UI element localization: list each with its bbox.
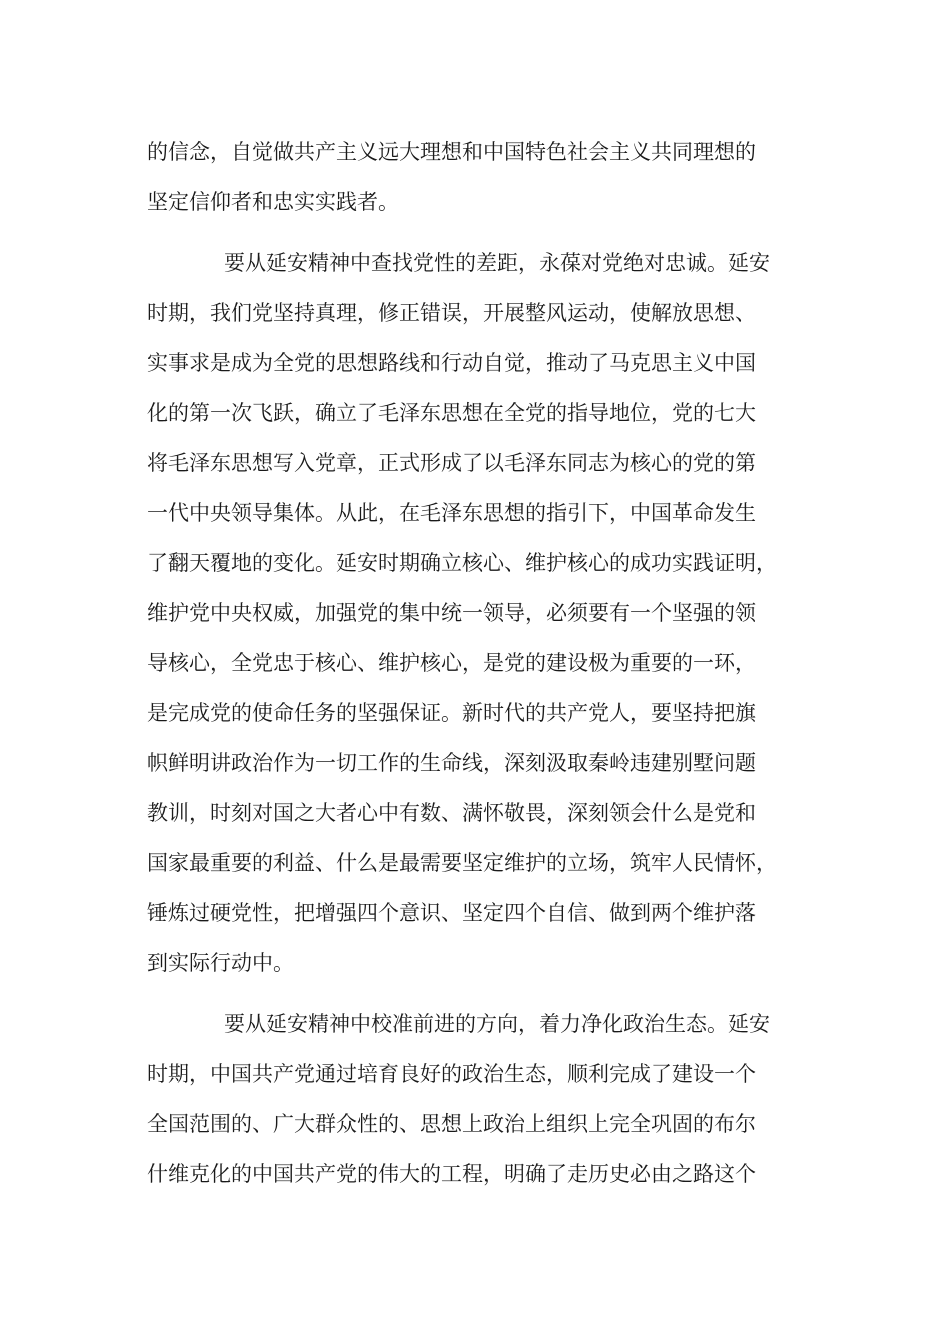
text-line: 坚定信仰者和忠实实践者。 [147, 190, 399, 214]
text-line: 是完成党的使命任务的坚强保证。新时代的共产党人，要坚持把旗 [147, 701, 756, 725]
text-line: 化的第一次飞跃，确立了毛泽东思想在全党的指导地位，党的七大 [147, 401, 756, 425]
text-line: 到实际行动中。 [147, 951, 294, 975]
text-line: 帜鲜明讲政治作为一切工作的生命线，深刻汲取秦岭违建别墅问题 [147, 751, 756, 775]
text-line: 将毛泽东思想写入党章，正式形成了以毛泽东同志为核心的党的第 [147, 451, 756, 475]
text-line: 导核心，全党忠于核心、维护核心，是党的建设极为重要的一环， [147, 651, 756, 675]
text-line: 锤炼过硬党性，把增强四个意识、坚定四个自信、做到两个维护落 [147, 901, 756, 925]
text-line: 教训，时刻对国之大者心中有数、满怀敬畏，深刻领会什么是党和 [147, 801, 756, 825]
text-line: 实事求是成为全党的思想路线和行动自觉，推动了马克思主义中国 [147, 351, 756, 375]
text-line: 国家最重要的利益、什么是最需要坚定维护的立场，筑牢人民情怀， [147, 851, 777, 875]
text-line: 一代中央领导集体。从此，在毛泽东思想的指引下，中国革命发生 [147, 501, 756, 525]
text-line: 时期，我们党坚持真理，修正错误，开展整风运动，使解放思想、 [147, 301, 756, 325]
paragraph-first-line: 要从延安精神中查找党性的差距，永葆对党绝对忠诚。延安 [224, 251, 770, 275]
text-line: 维护党中央权威，加强党的集中统一领导，必须要有一个坚强的领 [147, 601, 756, 625]
text-line: 的信念，自觉做共产主义远大理想和中国特色社会主义共同理想的 [147, 140, 756, 164]
paragraph-first-line: 要从延安精神中校准前进的方向，着力净化政治生态。延安 [224, 1012, 770, 1036]
text-line: 全国范围的、广大群众性的、思想上政治上组织上完全巩固的布尔 [147, 1112, 756, 1136]
text-line: 时期，中国共产党通过培育良好的政治生态，顺利完成了建设一个 [147, 1062, 756, 1086]
text-line: 了翻天覆地的变化。延安时期确立核心、维护核心的成功实践证明， [147, 551, 777, 575]
text-line: 什维克化的中国共产党的伟大的工程，明确了走历史必由之路这个 [147, 1162, 756, 1186]
